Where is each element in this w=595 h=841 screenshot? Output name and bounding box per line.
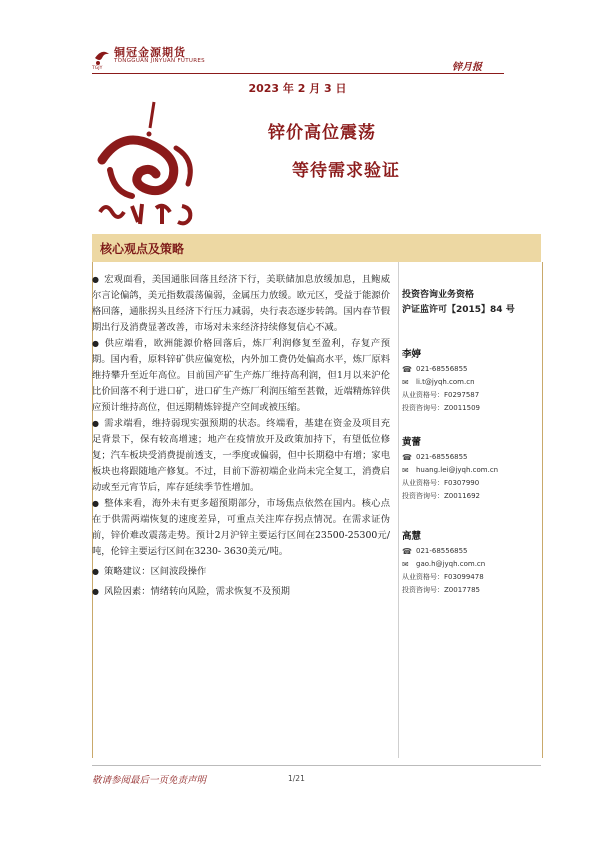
key-points-list bbox=[92, 272, 390, 600]
qualification-block bbox=[402, 288, 515, 318]
list-item: ● 宏观面看，美国通胀回落且经济下行，美联储加息放缓加息，且鲍威尔言论偏鸽，美元指数震荡偏弱，金属压力放缓。欧元区，受益于能源价格回落，通胀拐头且经济下行压力减弱，央行表态逐步转鸽。国内春节假期出行及消费显著改善，市场对未来经济持续修复信心不减。 bbox=[92, 274, 390, 333]
analyst-card bbox=[402, 436, 542, 503]
phone-icon: ☎ bbox=[402, 365, 412, 374]
report-type: 锌月报 bbox=[452, 62, 482, 73]
analyst-cert: 从业资格号：F03099478 bbox=[402, 573, 484, 581]
analyst-advisory: 投资咨询号：Z0011692 bbox=[402, 492, 480, 500]
footer-divider bbox=[92, 765, 541, 766]
analyst-card bbox=[402, 348, 542, 415]
bullet-icon: ● bbox=[92, 499, 99, 508]
section-title: 核心观点及策略 bbox=[100, 242, 185, 256]
disclaimer-link[interactable]: 敬请参阅最后一页免责声明 bbox=[92, 775, 207, 786]
analyst-phone: 021-68556855 bbox=[416, 365, 468, 373]
analyst-name: 高慧 bbox=[402, 531, 422, 542]
list-item: ● 策略建议：区间波段操作 bbox=[92, 564, 390, 580]
phone-icon: ☎ bbox=[402, 547, 412, 556]
analyst-email[interactable]: li.t@jyqh.com.cn bbox=[416, 378, 475, 386]
bullet-icon: ● bbox=[92, 275, 99, 284]
report-title-line2: 等待需求验证 bbox=[292, 161, 400, 181]
bullet-icon: ● bbox=[92, 587, 99, 596]
analyst-phone: 021-68556855 bbox=[416, 547, 468, 555]
email-icon: ✉ bbox=[402, 378, 409, 387]
bullet-icon: ● bbox=[92, 419, 99, 428]
logo-abbrev: TGJY bbox=[92, 66, 103, 71]
analyst-name: 李婷 bbox=[402, 349, 422, 360]
company-logo-icon bbox=[92, 44, 112, 68]
header-divider bbox=[92, 73, 504, 74]
analyst-advisory: 投资咨询号：Z0011509 bbox=[402, 404, 480, 412]
list-item: ● 供应端看，欧洲能源价格回落后，炼厂利润修复至盈利，存复产预期。国内看，原料锌矿供应偏宽松，内外加工费仍处偏高水平，炼厂原料维持攀升至近年高位。目前国产矿生产炼厂维持高利润，但1月以来沪伦比价回落不利于进口矿，进口矿生产炼厂利润压缩至甚微，近端精炼锌供应预计维持高位，但远期精炼锌提产空间或被压缩。 bbox=[92, 338, 390, 413]
calligraphy-emblem-icon bbox=[92, 100, 212, 235]
analyst-advisory: 投资咨询号：Z0017785 bbox=[402, 586, 480, 594]
company-name-en: TONGGUAN JINYUAN FUTURES bbox=[114, 58, 205, 64]
analyst-name: 黄蕾 bbox=[402, 437, 422, 448]
report-title-line1: 锌价高位震荡 bbox=[268, 123, 376, 143]
analyst-cert: 从业资格号：F0307990 bbox=[402, 479, 480, 487]
qualification-license: 沪证监许可【2015】84 号 bbox=[402, 305, 515, 315]
company-name-cn: 铜冠金源期货 bbox=[114, 46, 186, 59]
analyst-email[interactable]: gao.h@jyqh.com.cn bbox=[416, 560, 486, 568]
list-item: ● 整体来看，海外未有更多超预期部分，市场焦点依然在国内。核心点在于供需两端恢复的速度差异，可重点关注库存拐点情况。在需求证伪前，锌价难改震荡走势。预计2月沪锌主要运行区间在23500-25300元/吨，伦锌主要运行区间在3230- 3630美元/吨。 bbox=[92, 498, 390, 557]
email-icon: ✉ bbox=[402, 466, 409, 475]
column-divider bbox=[398, 262, 399, 758]
report-date: 2023 年 2 月 3 日 bbox=[248, 82, 347, 95]
list-item: ● 需求端看，维持弱现实强预期的状态。终端看，基建在资金及项目充足背景下，保有较高增速；地产在疫情放开及政策加持下，有望低位修复；汽车板块受消费提前透支，一季度或偏弱，但中长期稳中有增；家电板块也将跟随地产修复。不过，目前下游初端企业尚未完全复工，消费启动或至元宵节后，库存延续季节性增加。 bbox=[92, 418, 390, 493]
bullet-icon: ● bbox=[92, 567, 99, 576]
page-number: 1/21 bbox=[288, 774, 305, 783]
email-icon: ✉ bbox=[402, 560, 409, 569]
analyst-email[interactable]: huang.lei@jyqh.com.cn bbox=[416, 466, 499, 474]
analyst-cert: 从业资格号：F0297587 bbox=[402, 391, 480, 399]
analyst-phone: 021-68556855 bbox=[416, 453, 468, 461]
analyst-card bbox=[402, 530, 542, 597]
bullet-icon: ● bbox=[92, 339, 99, 348]
list-item: ● 风险因素：情绪转向风险，需求恢复不及预期 bbox=[92, 584, 390, 600]
phone-icon: ☎ bbox=[402, 453, 412, 462]
qualification-title: 投资咨询业务资格 bbox=[402, 290, 475, 300]
